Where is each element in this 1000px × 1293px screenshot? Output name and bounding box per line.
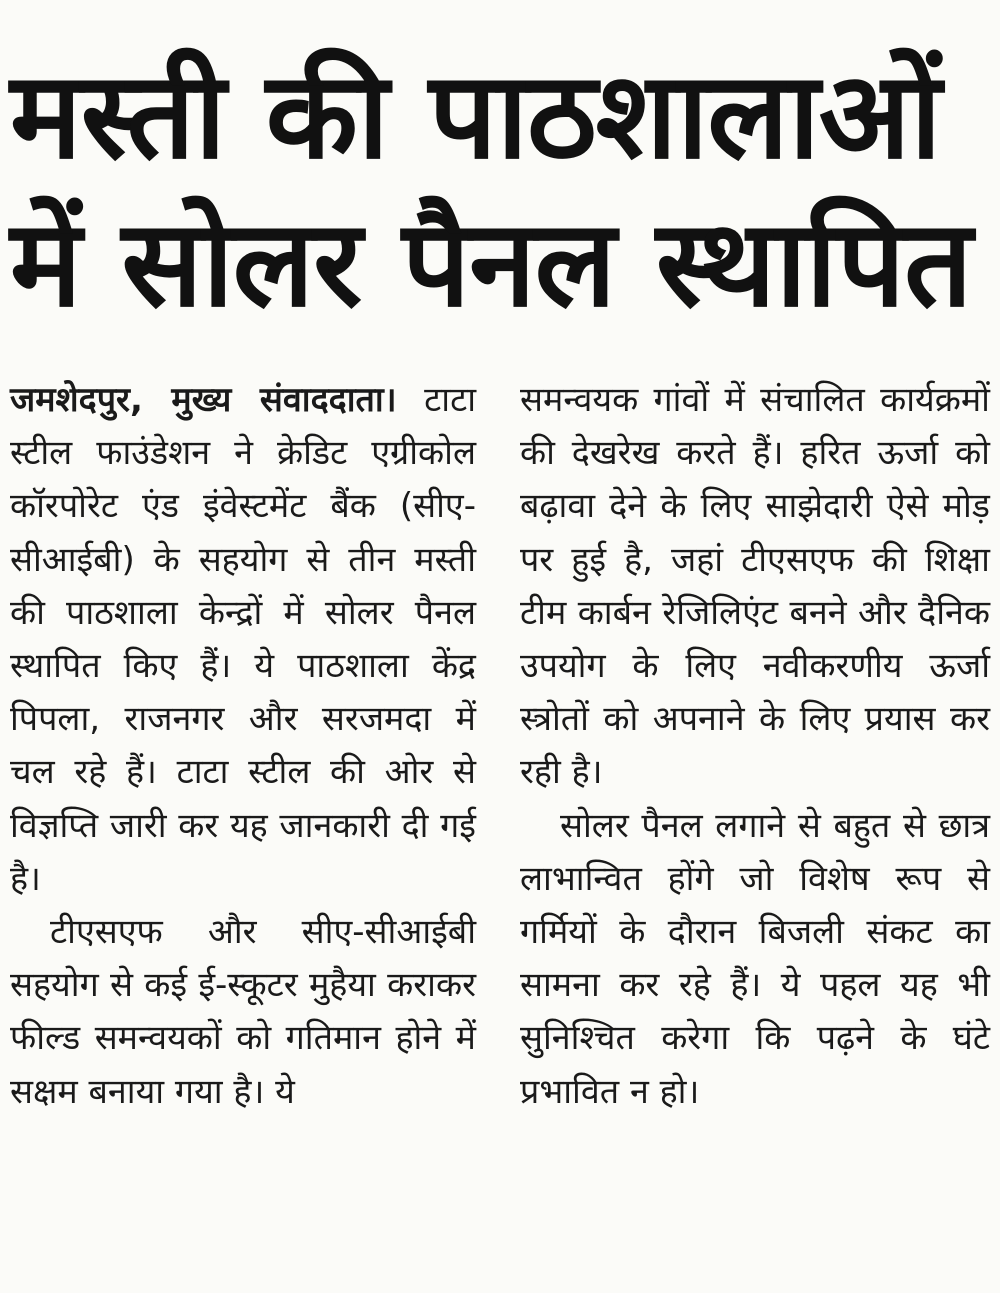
body-paragraph-4: सोलर पैनल लगाने से बहुत से छात्र लाभान्वित होंगे जो विशेष रूप से गर्मियों के दौरान बिजली संकट का सामना कर रहे हैं। ये पहल यह भी सुनिश्चित करेगा कि पढ़ने के घंटे प्रभावित न हो। (520, 805, 990, 1112)
dateline: जमशेदपुर, मुख्य संवाददाता। (10, 380, 397, 420)
headline-line-2: में सोलर पैनल स्थापित (10, 195, 972, 335)
headline-line-1: मस्ती की पाठशालाओं (10, 47, 941, 187)
body-paragraph-1: टाटा स्टील फाउंडेशन ने क्रेडिट एग्रीकोल कॉरपोरेट एंड इंवेस्टमेंट बैंक (सीए-सीआईबी) के सहयोग से तीन मस्ती की पाठशाला केन्द्रों में सोलर पैनल स्थापित किए हैं। ये पाठशाला केंद्र पिपला, राजनगर और सरजमदा में चल रहे हैं। टाटा स्टील की ओर से विज्ञप्ति जारी कर यह जानकारी दी गई है। (10, 380, 477, 899)
article-column-left (10, 374, 476, 1119)
headline (10, 43, 990, 339)
body-paragraph-2: टीएसएफ और सीए-सीआईबी सहयोग से कई ई-स्कूटर मुहैया कराकर फील्ड समन्वयकों को गतिमान होने में सक्षम बनाया गया है। ये (10, 912, 476, 1112)
dateline-paragraph (10, 374, 476, 906)
article-column-right (520, 374, 990, 1119)
body-paragraph-3: समन्वयक गांवों में संचालित कार्यक्रमों की देखरेख करते हैं। हरित ऊर्जा को बढ़ावा देने के लिए साझेदारी ऐसे मोड़ पर हुई है, जहां टीएसएफ की शिक्षा टीम कार्बन रेजिलिएंट बनने और दैनिक उपयोग के लिए नवीकरणीय ऊर्जा स्त्रोतों को अपनाने के लिए प्रयास कर रही है। (520, 380, 990, 793)
